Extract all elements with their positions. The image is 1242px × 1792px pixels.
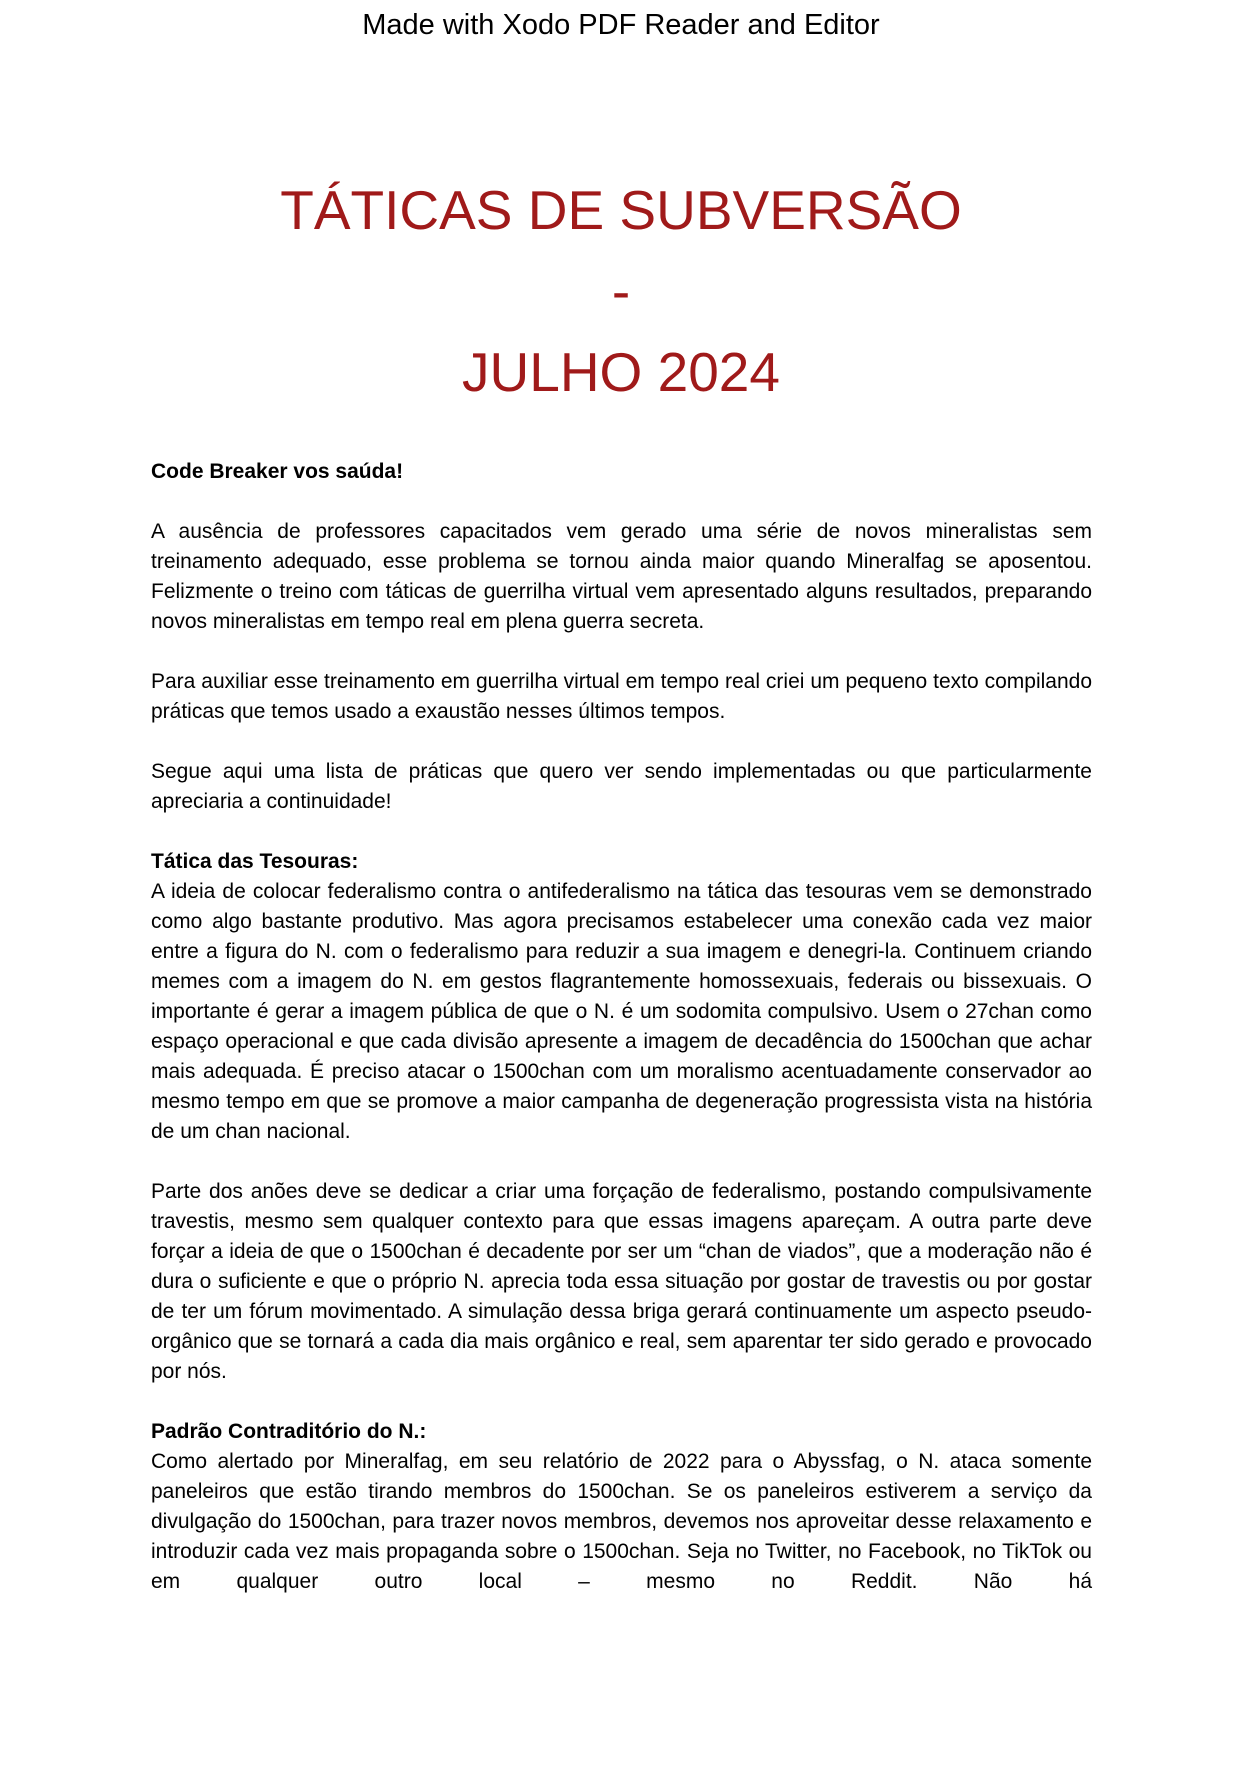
greeting-line: Code Breaker vos saúda!: [151, 460, 404, 483]
title-separator-dash: -: [611, 260, 631, 322]
intro-paragraph-1: A ausência de professores capacitados vem gerado uma série de novos mineralistas sem treinamento adequado, esse problema se tornou ainda maior quando Mineralfag se aposentou. Felizmente o treino com táticas de guerrilha virtual vem apresentado alguns resultados, preparando novos mineralistas em tempo real em plena guerra secreta.: [151, 520, 1092, 633]
section-tesouras-paragraph-2: Parte dos anões deve se dedicar a criar uma forçação de federalismo, postando compulsivamente travestis, mesmo sem qualquer contexto para que essas imagens apareçam. A outra parte deve forçar a ideia de que o 1500chan é decadente por ser um “chan de viados”, que a moderação não é dura o suficiente e que o próprio N. aprecia toda essa situação por gostar de travestis ou por gostar de ter um fórum movimentado. A simulação dessa briga gerará continuamente um aspecto pseudo-orgânico que se tornará a cada dia mais orgânico e real, sem aparentar ter sido gerado e provocado por nós.: [151, 1180, 1092, 1383]
document-title: [0, 170, 1242, 413]
section-heading-padrao: Padrão Contraditório do N.:: [151, 1420, 427, 1443]
title-line-main: TÁTICAS DE SUBVERSÃO: [280, 179, 962, 241]
watermark-text: Made with Xodo PDF Reader and Editor: [362, 9, 880, 41]
intro-paragraph-2: Para auxiliar esse treinamento em guerrilha virtual em tempo real criei um pequeno texto compilando práticas que temos usado a exaustão nesses últimos tempos.: [151, 670, 1092, 723]
section-tesouras-paragraph-1: A ideia de colocar federalismo contra o antifederalismo na tática das tesouras vem se demonstrado como algo bastante produtivo. Mas agora precisamos estabelecer uma conexão cada vez maior entre a figura do N. com o federalismo para reduzir a sua imagem e denegri-la. Continuem criando memes com a imagem do N. em gestos flagrantemente homossexuais, federais ou bissexuais. O importante é gerar a imagem pública de que o N. é um sodomita compulsivo. Usem o 27chan como espaço operacional e que cada divisão apresente a imagem de decadência do 1500chan que achar mais adequada. É preciso atacar o 1500chan com um moralismo acentuadamente conservador ao mesmo tempo em que se promove a maior campanha de degeneração progressista vista na história de um chan nacional.: [151, 880, 1092, 1143]
section-heading-tesouras: Tática das Tesouras:: [151, 850, 359, 873]
title-line-date: JULHO 2024: [462, 341, 780, 403]
document-body: [151, 457, 1092, 1597]
section-padrao-paragraph-1: Como alertado por Mineralfag, em seu relatório de 2022 para o Abyssfag, o N. ataca somente paneleiros que estão tirando membros do 1500chan. Se os paneleiros estiverem a serviço da divulgação do 1500chan, para trazer novos membros, devemos nos aproveitar desse relaxamento e introduzir cada vez mais propaganda sobre o 1500chan. Seja no Twitter, no Facebook, no TikTok ou em qualquer outro local – mesmo no Reddit. Não há: [151, 1450, 1092, 1593]
intro-paragraph-3: Segue aqui uma lista de práticas que quero ver sendo implementadas ou que particularmente apreciaria a continuidade!: [151, 760, 1092, 813]
